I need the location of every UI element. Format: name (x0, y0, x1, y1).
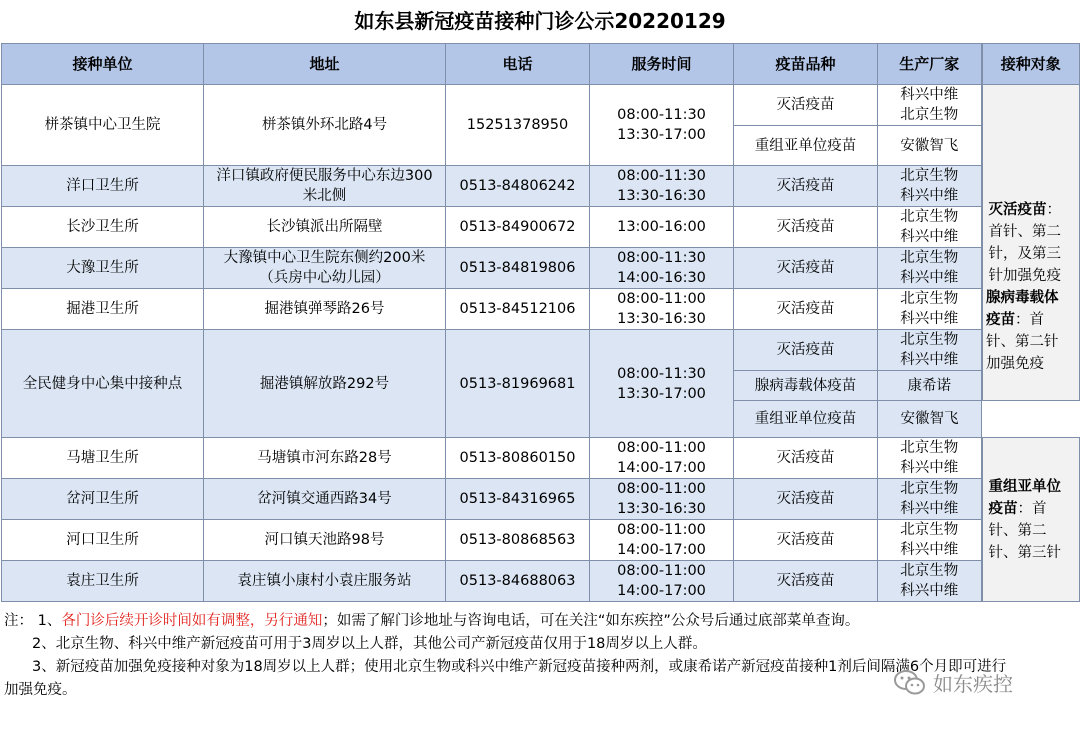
note-3-continued: 加强免疫。 (4, 682, 77, 698)
vaccine-cell: 灭活疫苗 (734, 289, 878, 330)
vaccine-cell: 腺病毒载体疫苗 (734, 371, 878, 401)
phone-cell: 0513-80860150 (446, 438, 590, 479)
address-cell: 岔河镇交通西路34号 (204, 479, 446, 520)
vaccine-cell: 灭活疫苗 (734, 479, 878, 520)
vaccine-cell: 灭活疫苗 (734, 438, 878, 479)
page-title: 如东县新冠疫苗接种门诊公示20220129 (354, 9, 726, 33)
header-phone: 电话 (446, 44, 590, 85)
time-cell: 08:00-11:30 13:30-17:00 (590, 330, 734, 438)
unit-cell: 袁庄卫生所 (2, 561, 204, 602)
phone-cell: 0513-80868563 (446, 520, 590, 561)
unit-cell: 长沙卫生所 (2, 207, 204, 248)
time-cell: 08:00-11:30 13:30-17:00 (590, 85, 734, 166)
target-adenovirus: 腺病毒载体疫苗：首针、第二针加强免疫 (986, 287, 1072, 375)
phone-cell: 0513-84512106 (446, 289, 590, 330)
maker-cell: 北京生物 科兴中维 (878, 561, 982, 602)
unit-cell: 全民健身中心集中接种点 (2, 330, 204, 438)
table-row (2, 166, 1080, 207)
maker-cell: 北京生物 科兴中维 (878, 207, 982, 248)
header-address: 地址 (204, 44, 446, 85)
header-target: 接种对象 (982, 44, 1080, 85)
time-cell: 08:00-11:30 14:00-16:30 (590, 248, 734, 289)
table-row (2, 561, 1080, 602)
address-cell: 掘港镇弹琴路26号 (204, 289, 446, 330)
table-row (2, 520, 1080, 561)
phone-cell: 0513-81969681 (446, 330, 590, 438)
vaccine-cell: 重组亚单位疫苗 (734, 126, 878, 166)
vaccine-cell: 灭活疫苗 (734, 207, 878, 248)
phone-cell: 0513-84688063 (446, 561, 590, 602)
unit-cell: 大豫卫生所 (2, 248, 204, 289)
phone-cell: 0513-84819806 (446, 248, 590, 289)
address-cell: 长沙镇派出所隔壁 (204, 207, 446, 248)
note-3: 3、新冠疫苗加强免疫接种对象为18周岁以上人群；使用北京生物或科兴中维产新冠疫苗接种两剂，或康希诺产新冠疫苗接种1剂后间隔满6个月即可进行 (32, 659, 1007, 675)
vaccine-cell: 灭活疫苗 (734, 248, 878, 289)
maker-cell: 北京生物 科兴中维 (878, 479, 982, 520)
vaccine-cell: 灭活疫苗 (734, 561, 878, 602)
vaccine-cell: 灭活疫苗 (734, 520, 878, 561)
table-row (2, 248, 1080, 289)
unit-cell: 岔河卫生所 (2, 479, 204, 520)
address-cell: 栟茶镇外环北路4号 (204, 85, 446, 166)
time-cell: 08:00-11:00 14:00-17:00 (590, 438, 734, 479)
header-time: 服务时间 (590, 44, 734, 85)
address-cell: 大豫镇中心卫生院东侧约200米 （兵房中心幼儿园） (204, 248, 446, 289)
clinic-table (1, 43, 1080, 602)
address-cell: 洋口镇政府便民服务中心东边300 米北侧 (204, 166, 446, 207)
header-unit: 接种单位 (2, 44, 204, 85)
address-cell: 河口镇天池路98号 (204, 520, 446, 561)
time-cell: 13:00-16:00 (590, 207, 734, 248)
maker-cell: 安徽智飞 (878, 126, 982, 166)
time-cell: 08:00-11:00 14:00-17:00 (590, 561, 734, 602)
unit-cell: 栟茶镇中心卫生院 (2, 85, 204, 166)
maker-cell: 北京生物 科兴中维 (878, 166, 982, 207)
table-row (2, 289, 1080, 330)
unit-cell: 掘港卫生所 (2, 289, 204, 330)
maker-cell: 北京生物 科兴中维 (878, 289, 982, 330)
phone-cell: 0513-84806242 (446, 166, 590, 207)
table-row (2, 330, 1080, 371)
maker-cell: 安徽智飞 (878, 401, 982, 438)
table-row (2, 85, 1080, 126)
table-header-row (2, 44, 1080, 85)
time-cell: 08:00-11:30 13:30-16:30 (590, 166, 734, 207)
note-2: 2、北京生物、科兴中维产新冠疫苗可用于3周岁以上人群，其他公司产新冠疫苗仅用于18周岁以上人群。 (32, 636, 707, 652)
maker-cell: 北京生物 科兴中维 (878, 520, 982, 561)
vaccine-cell: 灭活疫苗 (734, 166, 878, 207)
header-vaccine: 疫苗品种 (734, 44, 878, 85)
maker-cell: 康希诺 (878, 371, 982, 401)
header-maker: 生产厂家 (878, 44, 982, 85)
maker-cell: 北京生物 科兴中维 (878, 330, 982, 371)
target-recombinant: 重组亚单位疫苗：首针、第二针、第三针 (982, 438, 1080, 602)
phone-cell: 0513-84316965 (446, 479, 590, 520)
time-cell: 08:00-11:00 13:30-16:30 (590, 289, 734, 330)
unit-cell: 河口卫生所 (2, 520, 204, 561)
unit-cell: 马塘卫生所 (2, 438, 204, 479)
wechat-icon (893, 669, 927, 697)
target-inactivated: 灭活疫苗：首针、第二针，及第三针加强免疫 (982, 85, 1080, 401)
address-cell: 马塘镇市河东路28号 (204, 438, 446, 479)
note-1: 注： 1、各门诊后续开诊时间如有调整，另行通知；如需了解门诊地址与咨询电话，可在关注“如东疾控”公众号后通过底部菜单查询。 (4, 613, 860, 629)
phone-cell: 15251378950 (446, 85, 590, 166)
table-row (2, 479, 1080, 520)
unit-cell: 洋口卫生所 (2, 166, 204, 207)
maker-cell: 科兴中维 北京生物 (878, 85, 982, 126)
address-cell: 掘港镇解放路292号 (204, 330, 446, 438)
vaccine-cell: 灭活疫苗 (734, 85, 878, 126)
time-cell: 08:00-11:00 14:00-17:00 (590, 520, 734, 561)
maker-cell: 北京生物 科兴中维 (878, 438, 982, 479)
watermark-text: 如东疾控 (933, 672, 1013, 696)
address-cell: 袁庄镇小康村小袁庄服务站 (204, 561, 446, 602)
vaccine-cell: 灭活疫苗 (734, 330, 878, 371)
table-row (2, 207, 1080, 248)
vaccine-cell: 重组亚单位疫苗 (734, 401, 878, 438)
phone-cell: 0513-84900672 (446, 207, 590, 248)
table-row (2, 438, 1080, 479)
maker-cell: 北京生物 科兴中维 (878, 248, 982, 289)
time-cell: 08:00-11:00 13:30-16:30 (590, 479, 734, 520)
watermark (893, 668, 1013, 697)
